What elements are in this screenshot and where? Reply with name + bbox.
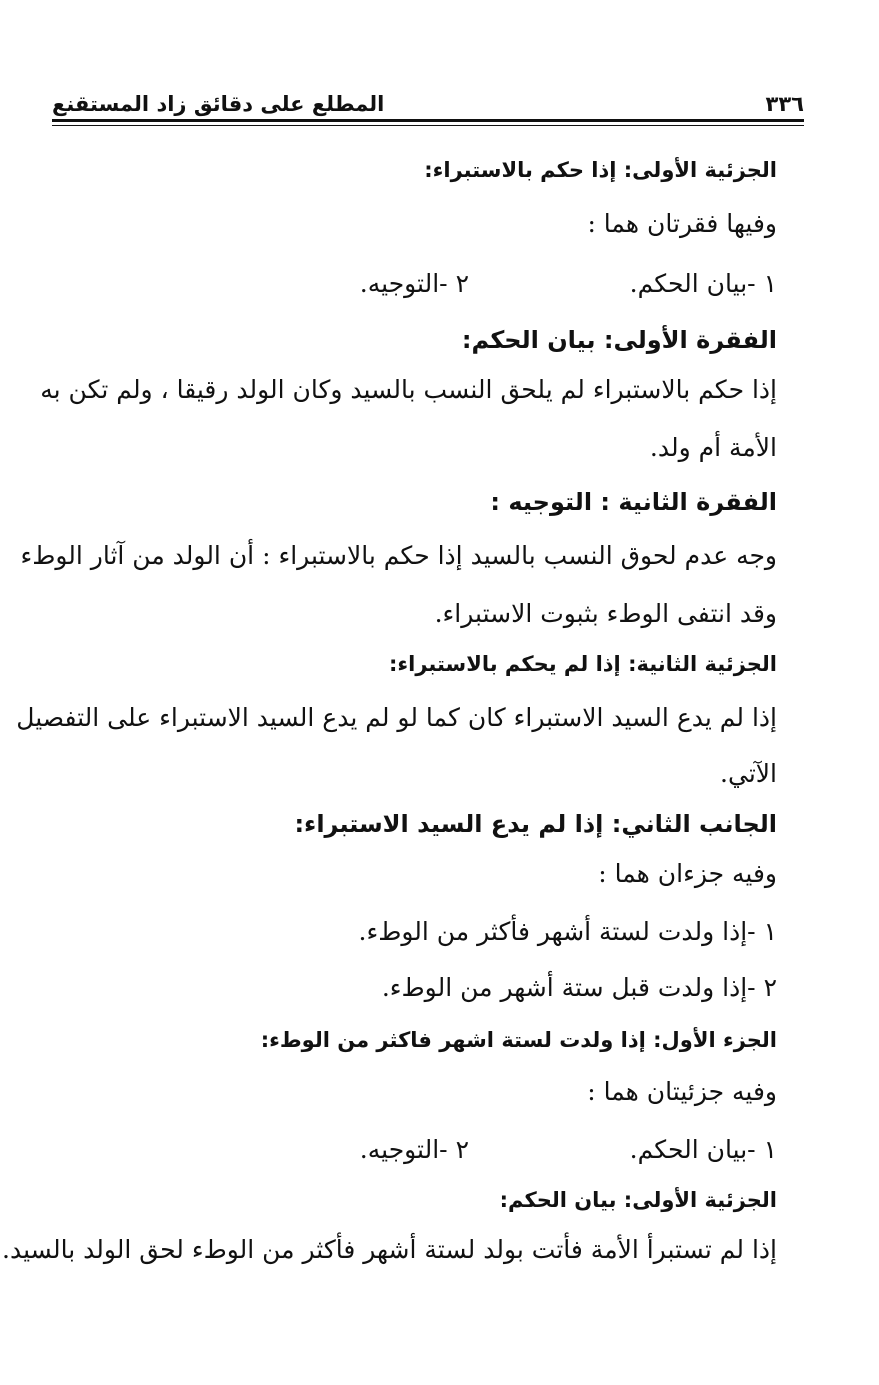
list-item: ١ -إذا ولدت لستة أشهر فأكثر من الوطء. [358, 917, 777, 946]
text-line: إذا لم تستبرأ الأمة فأتت بولد لستة أشهر فأكثر من الوطء لحق الولد بالسيد. [2, 1235, 777, 1264]
paragraph-heading: الفقرة الأولى: بيان الحكم: [461, 326, 777, 354]
text-line: وفيه جزءان هما : [598, 859, 777, 888]
book-title: المطلع على دقائق زاد المستقنع [52, 92, 385, 116]
enumeration-line [359, 266, 777, 302]
header-rule-thin [52, 125, 804, 126]
section-heading: الجانب الثاني: إذا لم يدع السيد الاستبراء: [294, 810, 777, 838]
enum-item-2: ٢ -التوجيه. [359, 269, 469, 298]
text-line: الآتي. [720, 759, 777, 788]
page-number: ٣٣٦ [765, 92, 804, 116]
text-line: وفيه جزئيتان هما : [587, 1077, 777, 1106]
text-line: وجه عدم لحوق النسب بالسيد إذا حكم بالاستبراء : أن الولد من آثار الوطء [20, 541, 777, 570]
enum-item-1: ١ -بيان الحكم. [629, 269, 777, 298]
text-line: الأمة أم ولد. [649, 433, 777, 462]
subsection-heading: الجزئية الثانية: إذا لم يحكم بالاستبراء: [389, 652, 777, 676]
enumeration-line [359, 1132, 777, 1168]
subsection-heading: الجزئية الأولى: إذا حكم بالاستبراء: [424, 158, 777, 182]
text-line: إذا لم يدع السيد الاستبراء كان كما لو لم يدع السيد الاستبراء على التفصيل [16, 703, 777, 732]
text-line: وقد انتفى الوطء بثبوت الاستبراء. [434, 599, 777, 628]
header-rule-thick [52, 119, 804, 122]
enum-item-1: ١ -بيان الحكم. [629, 1135, 777, 1164]
list-item: ٢ -إذا ولدت قبل ستة أشهر من الوطء. [381, 973, 777, 1002]
subsection-heading: الجزئية الأولى: بيان الحكم: [499, 1188, 777, 1212]
text-line: إذا حكم بالاستبراء لم يلحق النسب بالسيد وكان الولد رقيقا ، ولم تكن به [40, 375, 777, 404]
enum-item-2: ٢ -التوجيه. [359, 1135, 469, 1164]
paragraph-heading: الفقرة الثانية : التوجيه : [490, 488, 777, 516]
text-line: وفيها فقرتان هما : [587, 209, 777, 238]
running-head [52, 80, 804, 116]
subsection-heading: الجزء الأول: إذا ولدت لستة اشهر فاكثر من الوطء: [260, 1028, 777, 1052]
